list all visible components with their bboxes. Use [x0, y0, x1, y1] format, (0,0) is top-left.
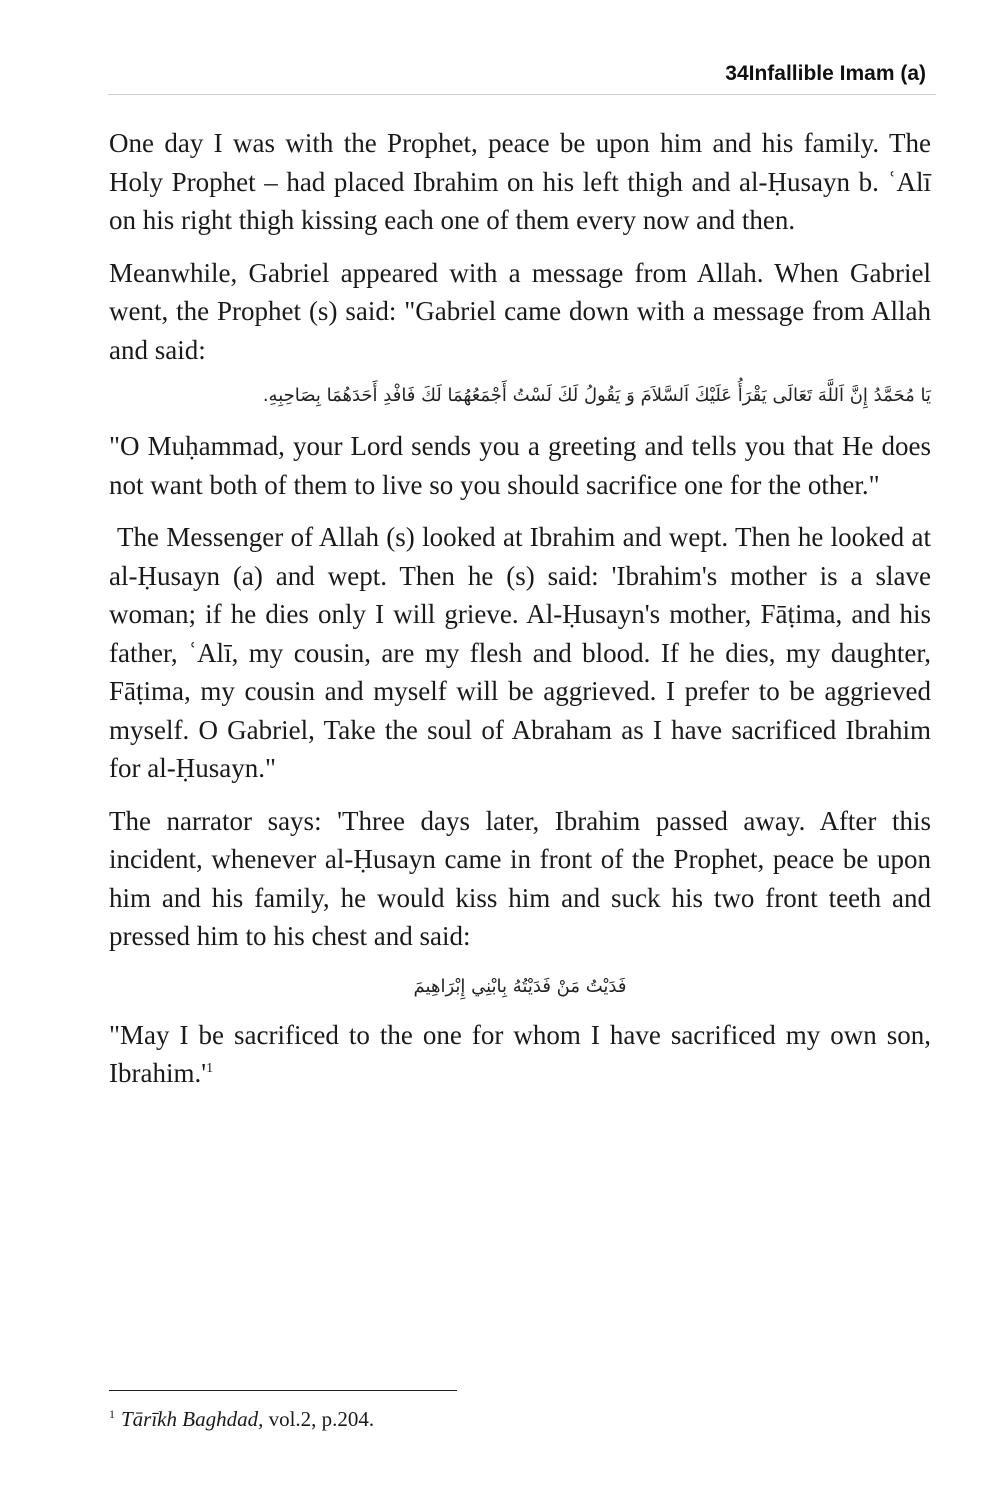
paragraph-6-text: "May I be sacrificed to the one for whom I have sacrificed my own son, Ibrahim.' [109, 1019, 931, 1088]
paragraph-2: Meanwhile, Gabriel appeared with a message from Allah. When Gabriel went, the Prophet (s) said: "Gabriel came down with a message from Allah and said: [109, 257, 931, 365]
footnote-divider [109, 1390, 457, 1391]
footnote-number: 1 [109, 1407, 115, 1421]
paragraph-3: "O Muḥammad, your Lord sends you a greeting and tells you that He does not want both of them to live so you should sacrifice one for the other." [109, 431, 931, 500]
footnote-marker[interactable]: 1 [206, 1061, 214, 1076]
arabic-quote-1: يَا مُحَمَّدُ إِنَّ اَللَّهَ تَعَالَى يَقْرَأُ عَلَيْكَ اَلسَّلاَمَ وَ يَقُولُ لَكَ لَسْتُ أَجْمَعُهُمَا لَكَ فَافْدِ أَحَدَهُمَا بِصَاحِبِهِ. [262, 385, 931, 406]
footnote-book-title: Tārīkh Baghdad, [121, 1407, 264, 1431]
paragraph-6 [109, 1016, 931, 1093]
running-header [108, 58, 936, 95]
page-body [109, 124, 931, 1107]
arabic-quote-2: فَدَيْتُ مَنْ فَدَيْتُهُ بِابْنِي إِبْرَاهِيمَ [413, 975, 627, 997]
footnote-reference: vol.2, p.204. [263, 1407, 375, 1431]
paragraph-1: One day I was with the Prophet, peace be upon him and his family. The Holy Prophet – had placed Ibrahim on his left thigh and al-Ḥusayn b. ʿAlī on his right thigh kissing each one of them every now and then. [109, 128, 931, 235]
paragraph-5: The narrator says: 'Three days later, Ibrahim passed away. After this incident, whenever al-Ḥusayn came in front of the Prophet, peace be upon him and his family, he would kiss him and suck his two front teeth and pressed him to his chest and said: [109, 805, 931, 951]
footnote [109, 1404, 929, 1434]
paragraph-4: The Messenger of Allah (s) looked at Ibrahim and wept. Then he looked at al-Ḥusayn (a) and wept. Then he (s) said: 'Ibrahim's mother is a slave woman; if he dies only I will grieve. Al-Ḥusayn's mother, Fāṭima, and his father, ʿAlī, my cousin, are my flesh and blood. If he dies, my daughter, Fāṭima, my cousin and myself will be aggrieved. I prefer to be aggrieved myself. O Gabriel, Take the soul of Abraham as I have sacrificed Ibrahim for al-Ḥusayn." [109, 522, 931, 783]
header-title: 34Infallible Imam (a) [725, 62, 926, 85]
